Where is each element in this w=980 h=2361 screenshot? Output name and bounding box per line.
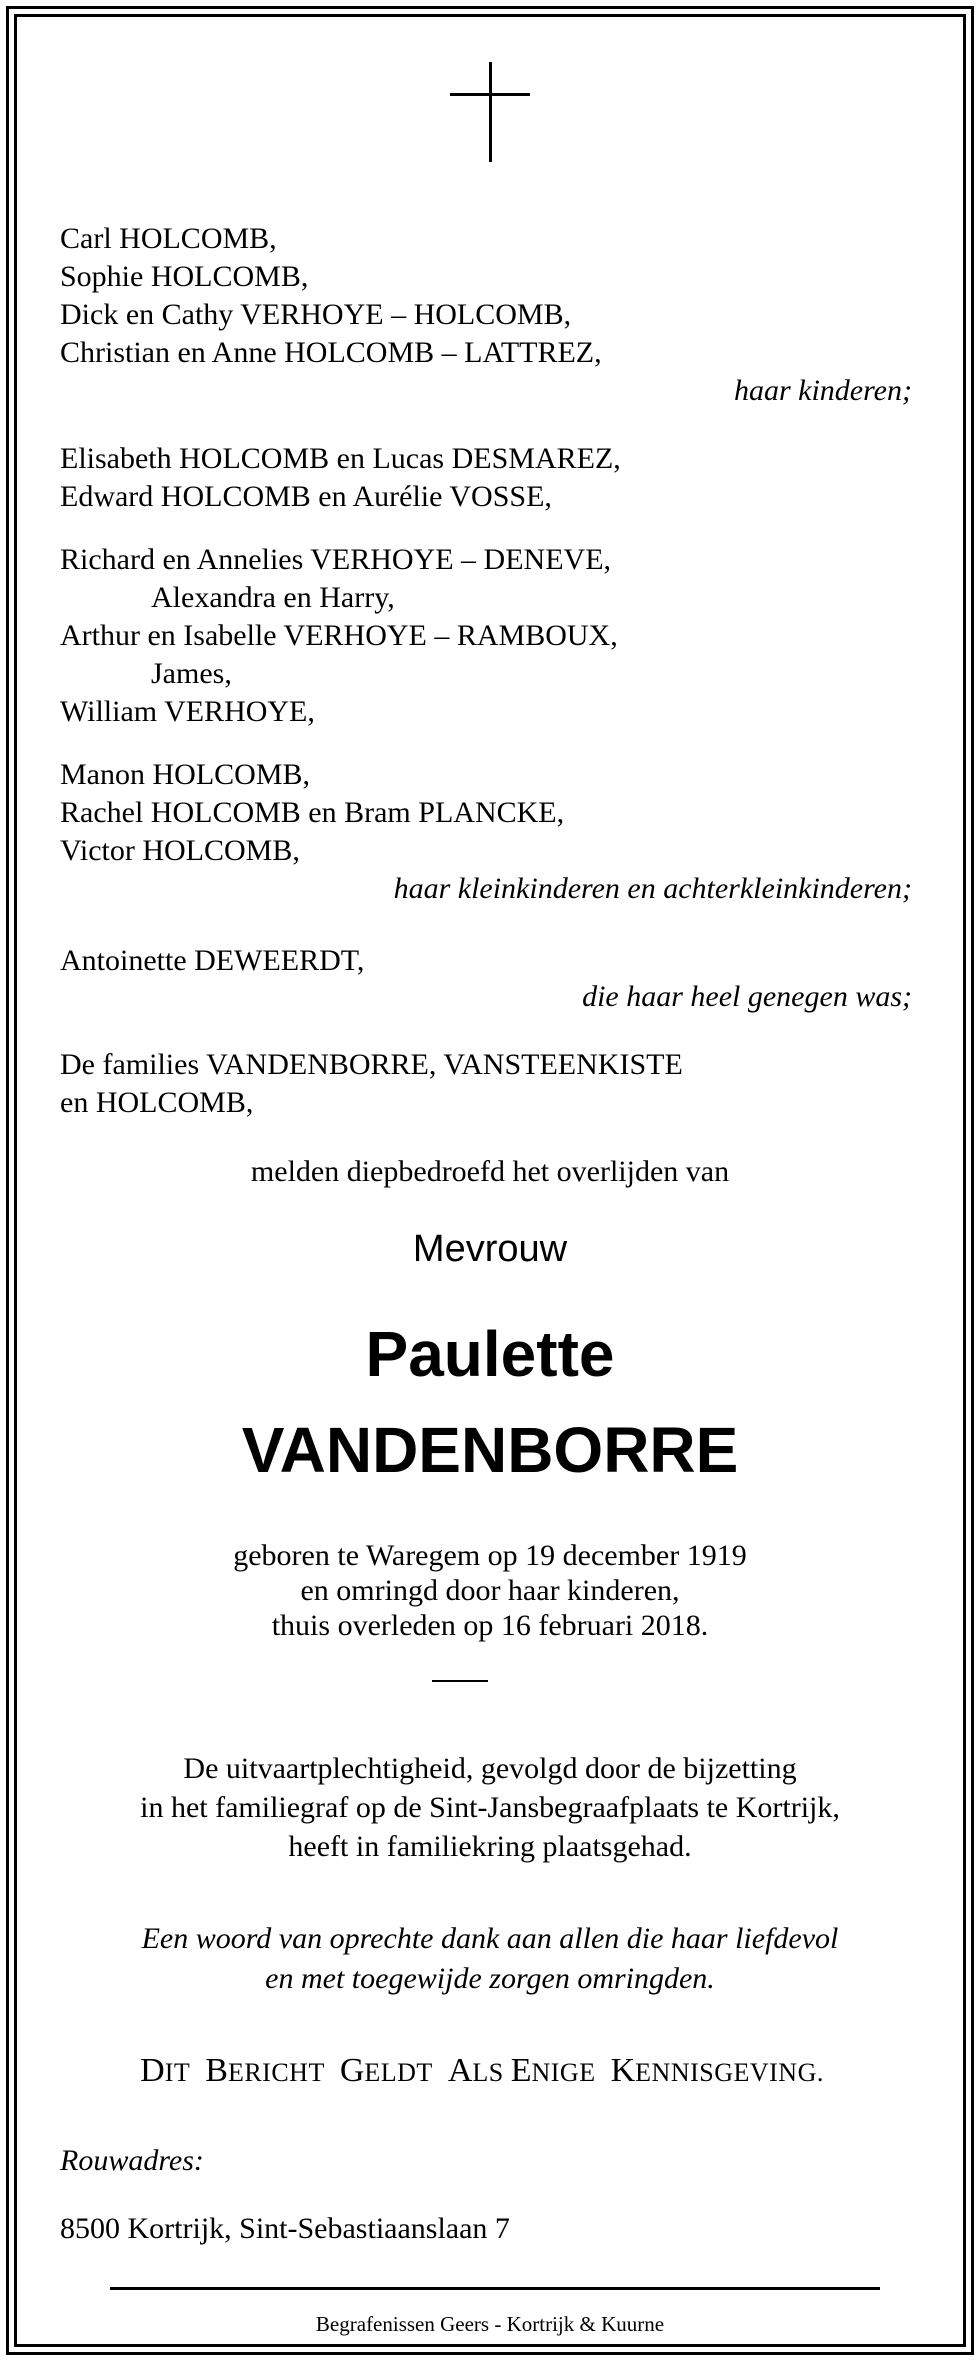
family-line: Elisabeth HOLCOMB en Lucas DESMAREZ, bbox=[60, 442, 621, 475]
ceremony-line: in het familiegraf op de Sint-Jansbegraafplaats te Kortrijk, bbox=[140, 1791, 840, 1824]
funeral-home-footer: Begrafenissen Geers - Kortrijk & Kuurne bbox=[315, 2312, 665, 2336]
family-line: De families VANDENBORRE, VANSTEENKISTE bbox=[60, 1048, 683, 1081]
separator-line bbox=[432, 1680, 488, 1682]
family-line: Sophie HOLCOMB, bbox=[60, 260, 309, 293]
thanks-line: en met toegewijde zorgen omringden. bbox=[265, 1962, 715, 1995]
relation-label: die haar heel genegen was; bbox=[582, 980, 912, 1013]
address-label: Rouwadres: bbox=[60, 2144, 204, 2177]
family-line: Carl HOLCOMB, bbox=[60, 222, 277, 255]
deceased-title: Mevrouw bbox=[412, 1228, 568, 1270]
family-line: Rachel HOLCOMB en Bram PLANCKE, bbox=[60, 796, 565, 829]
family-line: Christian en Anne HOLCOMB – LATTREZ, bbox=[60, 336, 602, 369]
family-line: en HOLCOMB, bbox=[60, 1086, 254, 1119]
notice-text: DIT BERICHT GELDT ALS ENIGE KENNISGEVING. bbox=[140, 2052, 824, 2089]
family-line: Arthur en Isabelle VERHOYE – RAMBOUX, bbox=[60, 619, 618, 652]
family-line: Manon HOLCOMB, bbox=[60, 758, 311, 791]
announcement-text: melden diepbedroefd het overlijden van bbox=[250, 1155, 730, 1188]
date-line: en omringd door haar kinderen, bbox=[300, 1574, 680, 1607]
family-line: Alexandra en Harry, bbox=[151, 581, 395, 614]
relation-label: haar kleinkinderen en achterkleinkinderen; bbox=[393, 872, 912, 905]
family-line: Antoinette DEWEERDT, bbox=[60, 944, 365, 977]
family-line: Dick en Cathy VERHOYE – HOLCOMB, bbox=[60, 298, 572, 331]
family-line: Victor HOLCOMB, bbox=[60, 834, 300, 867]
deceased-last-name: VANDENBORRE bbox=[241, 1414, 739, 1486]
address-value: 8500 Kortrijk, Sint-Sebastiaanslaan 7 bbox=[60, 2212, 510, 2245]
family-line: William VERHOYE, bbox=[60, 695, 315, 728]
deceased-first-name: Paulette bbox=[365, 1318, 615, 1390]
thanks-line: Een woord van oprechte dank aan allen die haar liefdevol bbox=[141, 1922, 839, 1955]
family-line: Richard en Annelies VERHOYE – DENEVE, bbox=[60, 543, 612, 576]
footer-rule bbox=[110, 2287, 880, 2290]
relation-label: haar kinderen; bbox=[733, 374, 912, 407]
date-line: geboren te Waregem op 19 december 1919 bbox=[233, 1539, 747, 1572]
obituary-notice bbox=[20, 20, 960, 2341]
ceremony-line: De uitvaartplechtigheid, gevolgd door de bijzetting bbox=[183, 1752, 797, 1785]
cross-icon bbox=[450, 62, 530, 162]
family-line: James, bbox=[151, 657, 232, 690]
ceremony-line: heeft in familiekring plaatsgehad. bbox=[288, 1830, 692, 1863]
date-line: thuis overleden op 16 februari 2018. bbox=[271, 1609, 709, 1642]
family-line: Edward HOLCOMB en Aurélie VOSSE, bbox=[60, 480, 552, 513]
